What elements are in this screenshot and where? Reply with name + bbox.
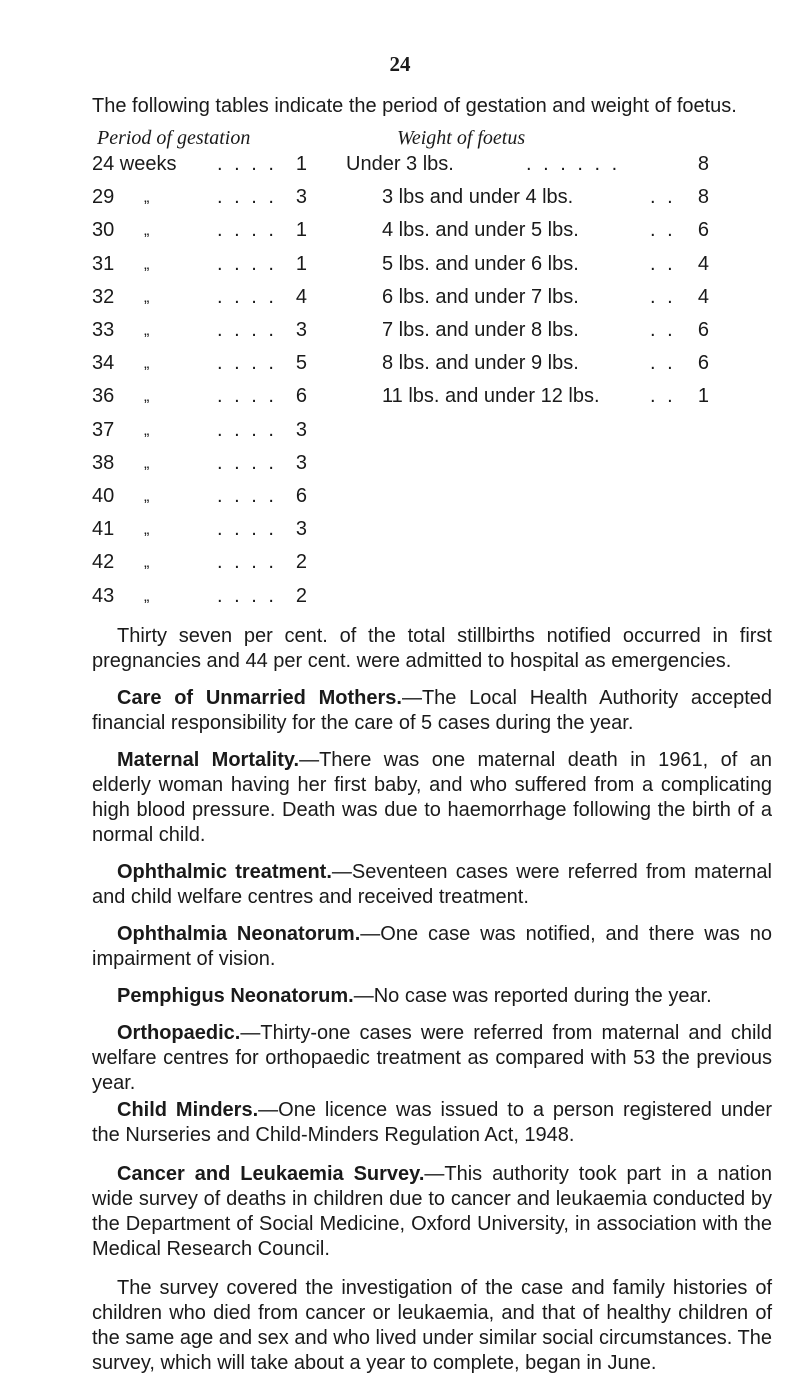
gestation-count: 2	[295, 584, 307, 607]
ditto-mark: „	[144, 189, 150, 207]
dot-leader: . .	[650, 385, 676, 408]
gestation-row	[92, 181, 307, 214]
weight-row	[382, 214, 709, 247]
dot-leader: . . . .	[217, 252, 277, 275]
gestation-count: 4	[295, 285, 307, 308]
paragraph	[92, 1162, 772, 1262]
gestation-row	[92, 314, 307, 347]
ditto-mark: „	[144, 421, 150, 439]
dot-leader: . . . .	[217, 285, 277, 308]
gestation-row	[92, 480, 307, 513]
weight-range: 8 lbs. and under 9 lbs.	[382, 352, 579, 375]
gestation-weeks: 24 weeks	[92, 153, 177, 175]
dot-leader: . . . .	[217, 584, 277, 607]
ditto-mark: „	[144, 355, 150, 373]
dot-leader: . .	[650, 252, 676, 275]
weight-row	[382, 181, 709, 214]
paragraph-text: —No case was reported during the year.	[353, 985, 712, 1007]
weight-range: Under 3 lbs.	[346, 153, 454, 175]
dot-leader: . . . .	[217, 319, 277, 341]
weight-range: 11 lbs. and under 12 lbs.	[382, 385, 600, 408]
ditto-mark: „	[144, 288, 150, 306]
gestation-weeks: 40	[92, 485, 115, 507]
gestation-row	[92, 214, 307, 247]
dot-leader: . . . .	[217, 551, 277, 574]
weight-range: 6 lbs. and under 7 lbs.	[382, 285, 579, 308]
paragraph-heading: Ophthalmia Neonatorum.	[117, 923, 361, 945]
dot-leader: . . . .	[217, 485, 277, 507]
ditto-mark: „	[144, 554, 150, 572]
paragraph	[92, 984, 772, 1009]
paragraph-heading: Care of Unmarried Mothers.	[117, 687, 402, 709]
weight-row	[382, 314, 709, 347]
dot-leader: . . . . . .	[526, 153, 621, 175]
paragraph-text: The survey covered the investigation of the case and family histories of children who died from cancer or leukaemia, and that of healthy children of the same age and sex and who lived under similar social circumstances. The survey, which will take about a year to complete, began in June.	[92, 1277, 772, 1374]
weight-count: 6	[697, 219, 709, 242]
paragraph	[92, 860, 772, 910]
dot-leader: . . . .	[217, 219, 277, 242]
body-paragraphs	[92, 624, 772, 1376]
gestation-weeks: 38	[92, 451, 115, 474]
paragraph-text: —One case was notified, and there was no impairment of vision.	[92, 923, 773, 970]
intro-text: The following tables indicate the period of gestation and weight of foetus.	[92, 95, 737, 117]
gestation-weeks: 42	[92, 551, 115, 574]
weight-count: 8	[697, 186, 709, 209]
ditto-mark: „	[144, 454, 150, 472]
paragraph-text: Thirty seven per cent. of the total stillbirths notified occurred in first pregnancies and 44 per cent. were admitted to hospital as emergencies.	[92, 625, 772, 672]
gestation-count: 3	[295, 186, 307, 209]
gestation-row	[92, 148, 307, 181]
weight-range: 7 lbs. and under 8 lbs.	[382, 319, 579, 341]
gestation-weeks: 31	[92, 252, 115, 275]
gestation-weeks: 29	[92, 186, 115, 209]
dot-leader: . . . .	[217, 153, 277, 175]
paragraph-text: —There was one maternal death in 1961, of an elderly woman having her first baby, and who suffered from a complicating high blood pressure. Death was due to haemorrhage following the birth of a normal child.	[92, 749, 772, 846]
dot-leader: . .	[650, 219, 676, 242]
gestation-weeks: 30	[92, 219, 115, 242]
weight-count: 6	[697, 352, 709, 375]
paragraph	[92, 686, 772, 736]
gestation-weeks: 36	[92, 385, 115, 408]
ditto-mark: „	[144, 521, 150, 539]
gestation-count: 1	[295, 153, 307, 175]
weight-range: 5 lbs. and under 6 lbs.	[382, 252, 579, 275]
gestation-row	[92, 513, 307, 546]
gestation-count: 6	[295, 385, 307, 408]
gestation-row	[92, 248, 307, 281]
paragraph-heading: Orthopaedic.	[117, 1022, 241, 1044]
weight-row	[382, 380, 709, 413]
paragraph-heading: Ophthalmic treatment.	[117, 861, 332, 883]
paragraph-heading: Cancer and Leukaemia Survey.	[117, 1163, 425, 1185]
weight-row	[346, 148, 709, 181]
gestation-weeks: 37	[92, 418, 115, 441]
paragraph-text: —Seventeen cases were referred from maternal and child welfare centres and received treatment.	[92, 861, 772, 908]
dot-leader: . . . .	[217, 352, 277, 375]
paragraph	[92, 1276, 772, 1376]
paragraph	[92, 624, 772, 674]
weight-row	[382, 281, 709, 314]
ditto-mark: „	[144, 488, 150, 505]
dot-leader: . . . .	[217, 451, 277, 474]
paragraph-text: —This authority took part in a nation wide survey of deaths in children due to cancer and leukaemia conducted by the Department of Social Medicine, Oxford University, in association with the Medical Research Council.	[92, 1163, 773, 1260]
gestation-count: 3	[295, 418, 307, 441]
dot-leader: . .	[650, 352, 676, 375]
gestation-weeks: 41	[92, 518, 115, 541]
gestation-row	[92, 580, 307, 613]
gestation-count: 5	[295, 352, 307, 375]
gestation-count: 3	[295, 319, 307, 341]
gestation-count: 3	[295, 451, 307, 474]
dot-leader: . .	[650, 186, 676, 209]
ditto-mark: „	[144, 255, 150, 273]
gestation-count: 1	[295, 252, 307, 275]
ditto-mark: „	[144, 222, 150, 240]
dot-leader: . . . .	[217, 385, 277, 408]
weight-count: 8	[697, 153, 709, 175]
paragraph-text: —The Local Health Authority accepted financial responsibility for the care of 5 cases during the year.	[92, 687, 773, 734]
gestation-row	[92, 414, 307, 447]
paragraph-heading: Maternal Mortality.	[117, 749, 300, 771]
dot-leader: . .	[650, 285, 676, 308]
gestation-row	[92, 347, 307, 380]
dot-leader: . . . .	[217, 518, 277, 541]
paragraph	[92, 922, 772, 972]
weight-count: 4	[697, 285, 709, 308]
ditto-mark: „	[144, 322, 150, 339]
gestation-weeks: 33	[92, 319, 115, 341]
weight-count: 4	[697, 252, 709, 275]
gestation-weeks: 34	[92, 352, 115, 375]
gestation-row	[92, 281, 307, 314]
gestation-count: 3	[295, 518, 307, 541]
gestation-count: 2	[295, 551, 307, 574]
weight-row	[382, 248, 709, 281]
weight-range: 4 lbs. and under 5 lbs.	[382, 219, 579, 242]
weight-count: 6	[697, 319, 709, 341]
gestation-row	[92, 447, 307, 480]
paragraph	[92, 1098, 772, 1148]
paragraph	[92, 748, 772, 848]
dot-leader: . . . .	[217, 186, 277, 209]
dot-leader: . . . .	[217, 418, 277, 441]
weight-count: 1	[697, 385, 709, 408]
gestation-row	[92, 546, 307, 579]
paragraph	[92, 1021, 772, 1096]
gestation-count: 1	[295, 219, 307, 242]
weight-row	[382, 347, 709, 380]
paragraph-text: —One licence was issued to a person registered under the Nurseries and Child-Minders Regulation Act, 1948.	[92, 1099, 772, 1146]
paragraph-heading: Child Minders.	[117, 1099, 259, 1121]
weight-range: 3 lbs and under 4 lbs.	[382, 186, 574, 209]
paragraph-heading: Pemphigus Neonatorum.	[117, 985, 354, 1007]
gestation-heading: Period of gestation	[97, 127, 251, 149]
paragraph-text: —Thirty-one cases were referred from maternal and child welfare centres for orthopaedic treatment as compared with 53 the previous year.	[92, 1022, 772, 1094]
ditto-mark: „	[144, 388, 150, 406]
gestation-row	[92, 380, 307, 413]
ditto-mark: „	[144, 587, 150, 605]
gestation-weeks: 32	[92, 285, 115, 308]
gestation-weeks: 43	[92, 584, 115, 607]
weight-heading: Weight of foetus	[397, 127, 526, 149]
gestation-count: 6	[295, 485, 307, 507]
dot-leader: . .	[650, 319, 676, 341]
page-number: 24	[389, 52, 411, 76]
